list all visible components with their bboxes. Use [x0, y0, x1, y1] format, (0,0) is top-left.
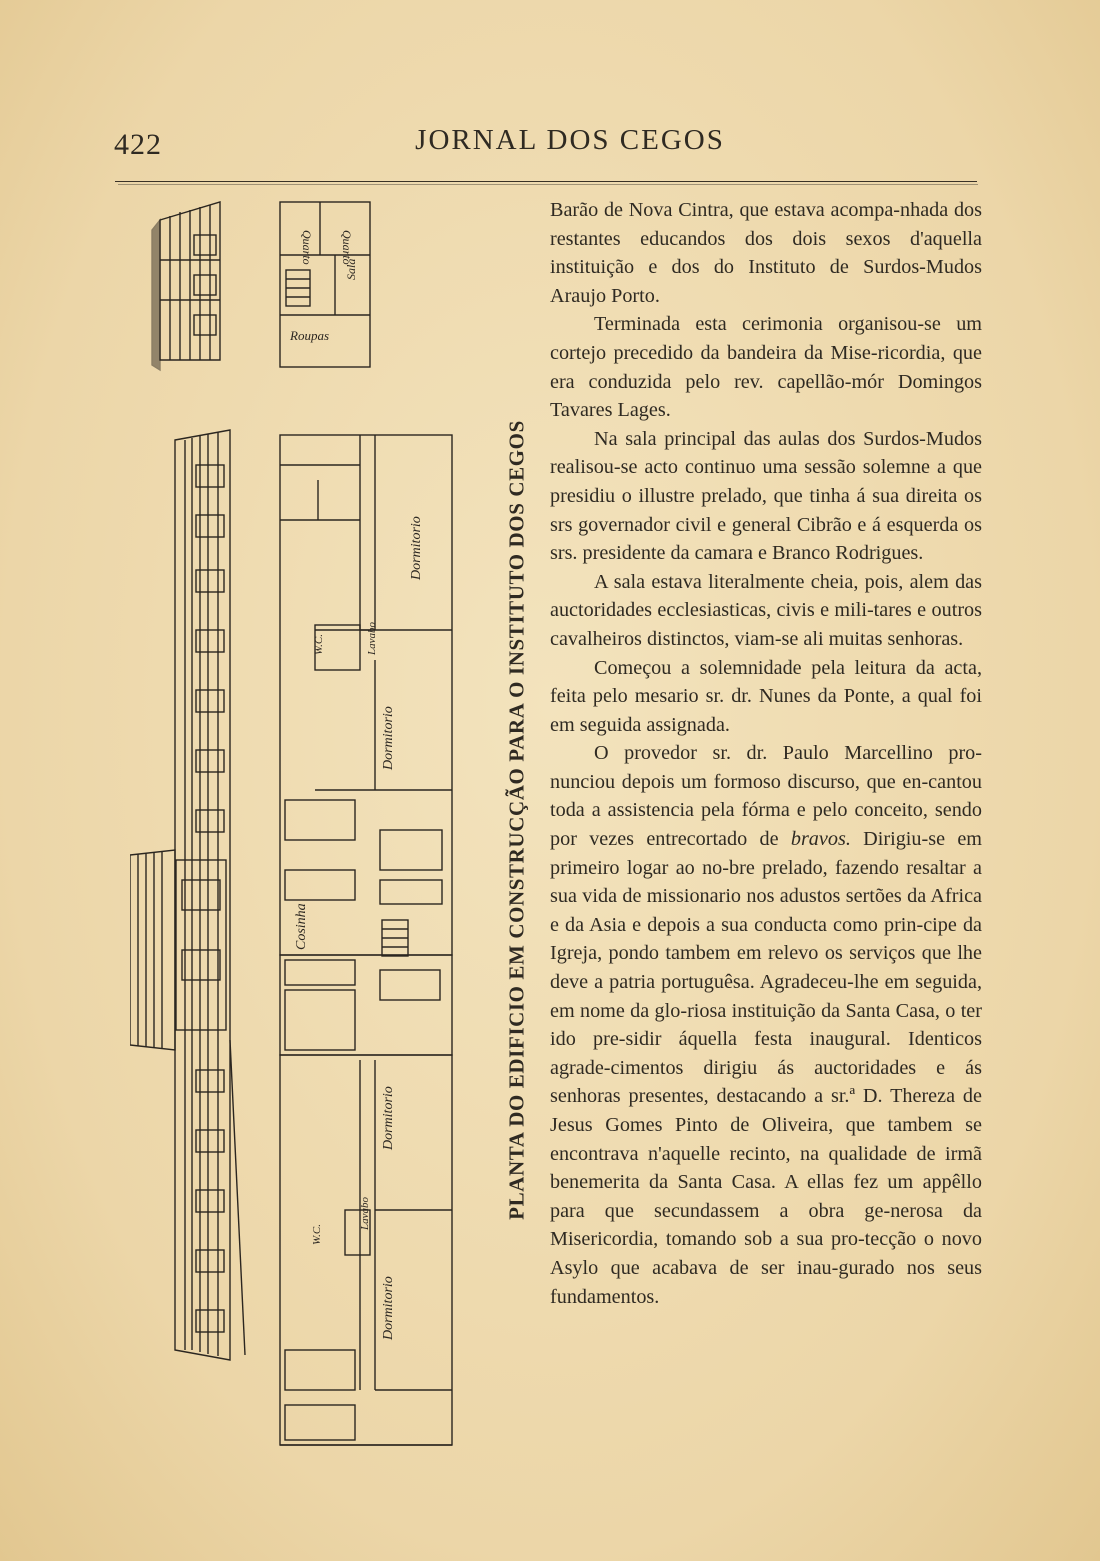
paragraph: Começou a solemnidade pela leitura da acta, feita pelo mesario sr. dr. Nunes da Ponte, a qual foi em seguida assignada. — [550, 656, 982, 736]
elevation-top — [152, 202, 220, 370]
room-label: Cosinha — [294, 903, 309, 950]
room-label: W.C. — [311, 1224, 323, 1245]
paragraph-text: Dirigiu-se em primeiro logar ao no-bre prelado, fazendo resaltar a sua vida de missionario nos adustos sertões da Africa e da Asia e depois a sua conducta como prin-cipe da Igreja, pondo tambem em relevo os serviços que lhe deve a patria portuguêsa. Agradeceu-lhe em seguida, em nome da glo-riosa instituição da Santa Casa, o ter ido pre-sidir áquella festa inaugural. Identicos agrade-cimentos dirigiu ás auctoridades e ás senhoras presentes, destacando a sr.ª D. Thereza de Jesus Gomes Pinto de Oliveira, que tambem se encontrava n'aquelle recinto, na qualidade de irmã benemerita da Santa Casa. A ellas fez um appêllo para que secundassem a obra ge-nerosa da Misericordia, tomando sob a sua pro-tecção o novo Asylo que acabava de ser inau-gurado nos seus fundamentos. — [550, 828, 982, 1308]
paragraph: Terminada esta cerimonia organisou-se um cortejo precedido da bandeira da Mise-ricordia, que era conduzida pelo rev. capellão-mór Domingos Tavares Lages. — [550, 313, 982, 422]
plan-caption-area — [495, 420, 539, 1220]
room-label: W.C. — [313, 634, 325, 655]
paragraph-text: O provedor sr. dr. Paulo Marcellino pro-nunciou depois um formoso discurso, que en-cantou toda a assistencia pela fórma e pelo conceito, sendo por vezes entrecortado de — [550, 742, 982, 851]
article-column — [550, 196, 982, 1311]
room-label: Quarto — [340, 230, 354, 265]
paragraph: Barão de Nova Cintra, que estava acompa-nhada dos restantes educandos dos dois sexos d'aquella instituição e dos do Instituto de Surdos-Mudos Araujo Porto. — [550, 199, 982, 307]
room-label: Lavabo — [359, 1197, 371, 1230]
room-label: Sala — [344, 258, 358, 280]
room-label: Roupas — [290, 328, 329, 343]
paragraph: A sala estava literalmente cheia, pois, alem das auctoridades ecclesiasticas, civis e mili-tares e outros cavalheiros distinctos, viam-se ali muitas senhoras. — [550, 570, 982, 650]
header-rule-secondary — [118, 184, 978, 185]
elevation-main — [130, 430, 245, 1360]
header-rule — [115, 181, 977, 182]
floor-plan-drawing — [130, 190, 485, 1470]
paragraph: Na sala principal das aulas dos Surdos-Mudos realisou-se acto continuo uma sessão solemne a que presidiu o illustre prelado, que tinha á sua direita os srs governador civil e general Cibrão e á esquerda os srs. presidente da camara e Branco Rodrigues. — [550, 427, 982, 565]
room-label: Dormitorio — [381, 1086, 396, 1150]
plan-caption: PLANTA DO EDIFICIO EM CONSTRUCÇÃO PARA O INSTITUTO DOS CEGOS — [504, 420, 529, 1220]
running-title: JORNAL DOS CEGOS — [415, 124, 725, 156]
room-label: Dormitorio — [381, 1276, 396, 1340]
room-label: Quarto — [300, 230, 314, 265]
paragraph — [550, 739, 982, 1311]
room-label: Dormitorio — [381, 706, 396, 770]
room-label: Lavabo — [366, 622, 378, 655]
room-label: Dormitorio — [409, 516, 424, 580]
italic-word: bravos. — [790, 828, 851, 851]
floor-plan-figure — [130, 190, 485, 1470]
page-number: 422 — [114, 128, 162, 161]
